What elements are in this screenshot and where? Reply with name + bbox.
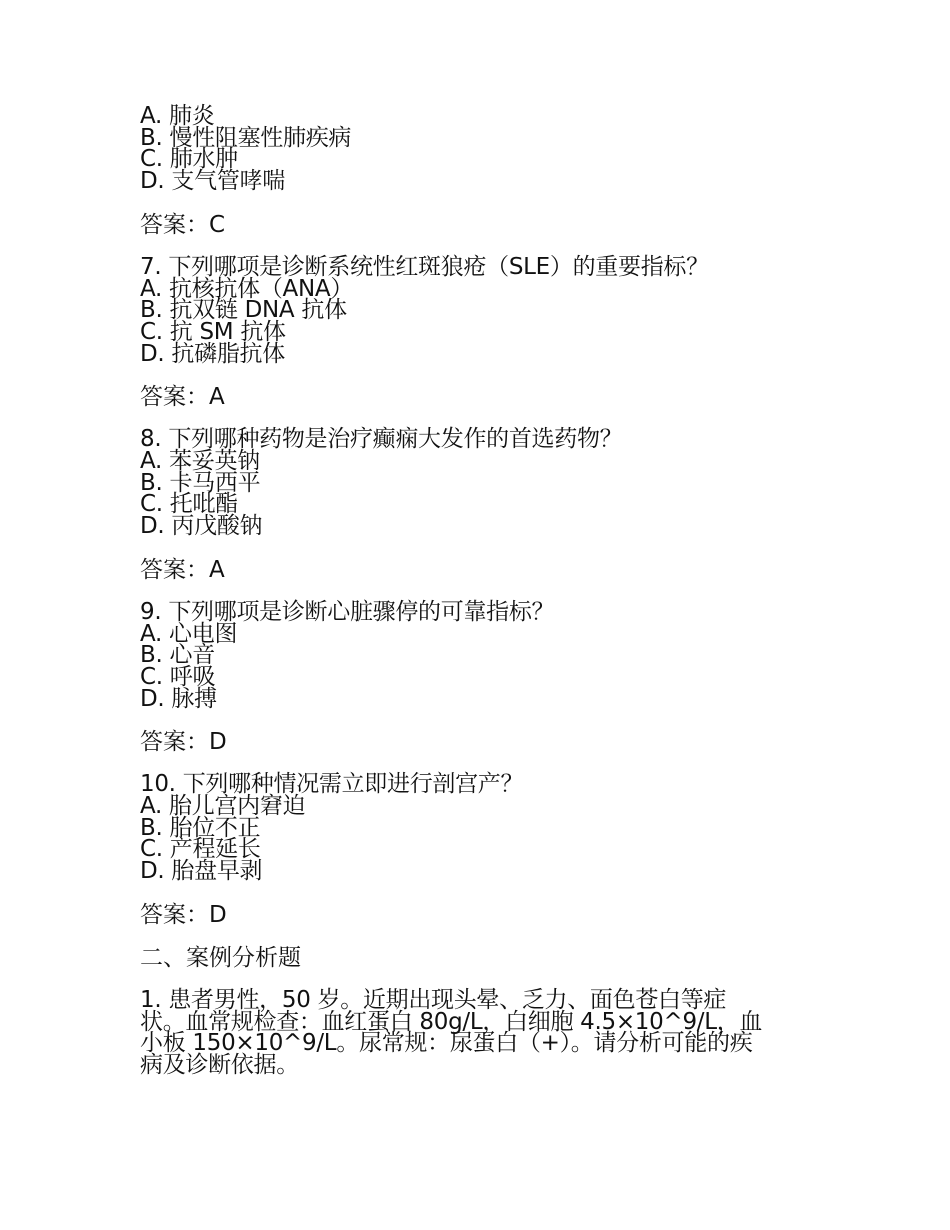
q8-option-d: D. 丙戊酸钠 bbox=[140, 513, 263, 540]
q10-option-c: C. 产程延长 bbox=[140, 836, 261, 863]
q8-answer: 答案：A bbox=[140, 556, 225, 583]
q10-answer: 答案：D bbox=[140, 901, 227, 928]
case-1-line-4: 病及诊断依据。 bbox=[140, 1051, 299, 1078]
case-1-line-3: 小板 150×10^9/L。尿常规：尿蛋白（+）。请分析可能的疾 bbox=[140, 1030, 753, 1057]
question-10-block bbox=[140, 771, 810, 947]
question-8-block bbox=[140, 426, 810, 602]
q8-option-b: B. 卡马西平 bbox=[140, 469, 261, 496]
q7-option-b: B. 抗双链 DNA 抗体 bbox=[140, 297, 347, 324]
q10-option-d: D. 胎盘早剥 bbox=[140, 858, 263, 885]
q8-option-a: A. 苯妥英钠 bbox=[140, 448, 260, 475]
case-1-line-1: 1. 患者男性，50 岁。近期出现头晕、乏力、面色苍白等症 bbox=[140, 986, 727, 1013]
q7-option-d: D. 抗磷脂抗体 bbox=[140, 340, 285, 367]
case-1-line-2: 状。血常规检查：血红蛋白 80g/L，白细胞 4.5×10^9/L，血 bbox=[140, 1008, 763, 1035]
q9-option-d: D. 脉搏 bbox=[140, 685, 217, 712]
q7-option-a: A. 抗核抗体（ANA） bbox=[140, 275, 354, 302]
q7-question: 7. 下列哪项是诊断系统性红斑狼疮（SLE）的重要指标？ bbox=[140, 253, 709, 280]
q9-option-a: A. 心电图 bbox=[140, 620, 238, 647]
q10-option-a: A. 胎儿宫内窘迫 bbox=[140, 793, 306, 820]
question-7-block bbox=[140, 253, 810, 430]
question-6-block bbox=[140, 103, 810, 257]
q6-option-c: C. 肺水肿 bbox=[140, 146, 238, 173]
q10-question: 10. 下列哪种情况需立即进行剖宫产？ bbox=[140, 771, 524, 798]
q8-option-c: C. 托吡酯 bbox=[140, 491, 238, 518]
q8-question: 8. 下列哪种药物是治疗癫痫大发作的首选药物？ bbox=[140, 426, 623, 453]
q7-answer: 答案：A bbox=[140, 384, 225, 411]
section-2-block bbox=[140, 944, 810, 1078]
case-1-paragraph bbox=[140, 986, 810, 1078]
q9-option-c: C. 呼吸 bbox=[140, 663, 216, 690]
q6-option-d: D. 支气管哮喘 bbox=[140, 168, 285, 195]
q9-option-b: B. 心音 bbox=[140, 642, 215, 669]
q6-answer: 答案：C bbox=[140, 211, 226, 238]
section-2-title: 二、案例分析题 bbox=[140, 944, 301, 971]
question-9-block bbox=[140, 598, 810, 775]
q9-answer: 答案：D bbox=[140, 729, 227, 756]
document-page bbox=[140, 103, 810, 1078]
q6-option-a: A. 肺炎 bbox=[140, 103, 215, 129]
q7-option-c: C. 抗 SM 抗体 bbox=[140, 318, 286, 345]
q6-option-b: B. 慢性阻塞性肺疾病 bbox=[140, 124, 352, 151]
q9-question: 9. 下列哪项是诊断心脏骤停的可靠指标？ bbox=[140, 598, 555, 625]
q10-option-b: B. 胎位不正 bbox=[140, 814, 261, 841]
